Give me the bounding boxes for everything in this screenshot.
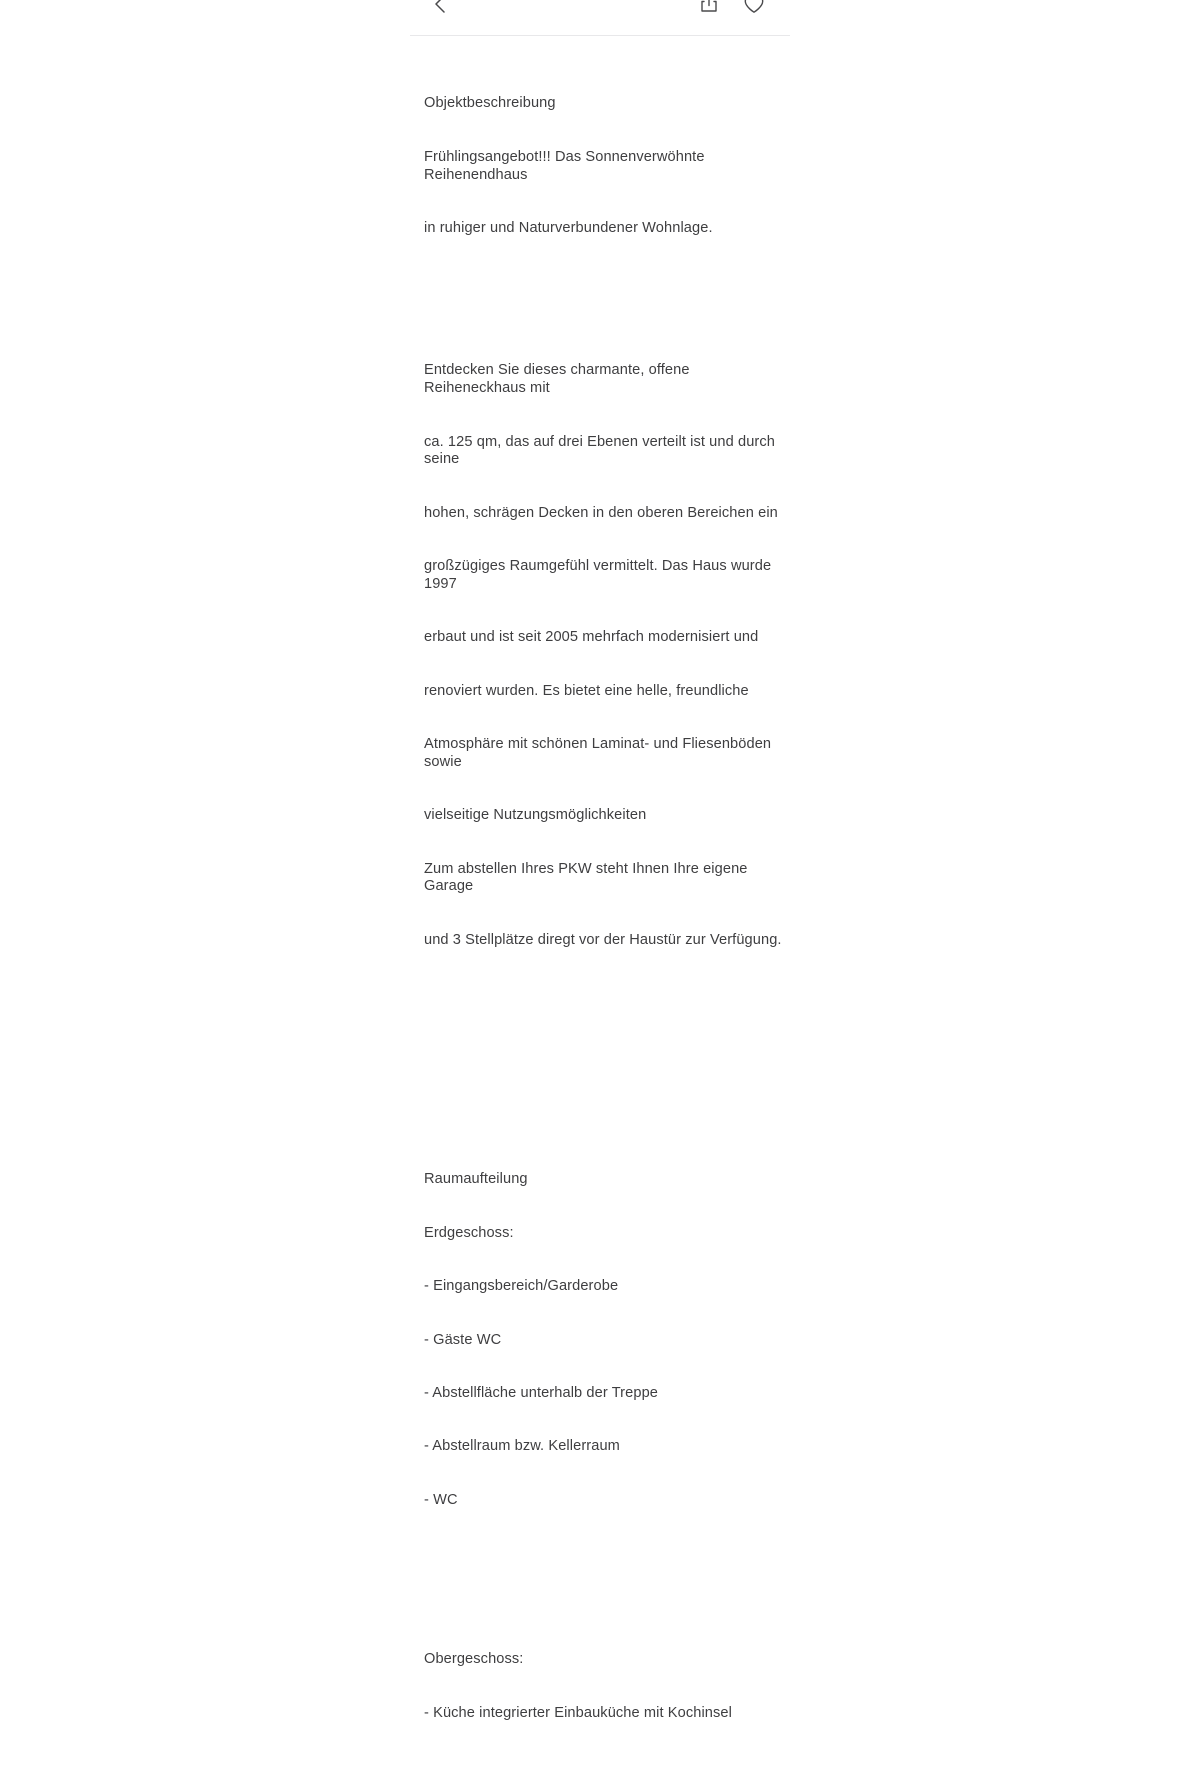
floor-gap — [424, 1563, 784, 1598]
ground-floor-room-5: - WC — [424, 1491, 458, 1508]
share-icon — [696, 0, 722, 16]
body-line-1: Entdecken Sie dieses charmante, offene Reiheneckhaus mit — [424, 362, 694, 397]
ground-floor-room-1: - Eingangsbereich/Garderobe — [424, 1278, 619, 1295]
ground-floor-room-2: - Gäste WC — [424, 1331, 502, 1348]
back-button[interactable] — [428, 0, 454, 17]
body-line-4: großzügiges Raumgefühl vermittelt. Das Haus wurde 1997 — [424, 558, 776, 592]
favorite-button[interactable] — [741, 0, 767, 17]
chevron-left-icon — [428, 0, 454, 17]
upper-floor-room-1: - Küche integrierter Einbauküche mit Kochinsel — [424, 1704, 732, 1721]
body-line-8: vielseitige Nutzungsmöglichkeiten — [424, 807, 647, 824]
intro-line-1: Frühlingsangebot!!! Das Sonnenverwöhnte Reihenendhaus — [424, 148, 709, 183]
description-body — [424, 42, 784, 1776]
heart-icon — [741, 0, 767, 17]
ground-floor-room-4: - Abstellraum bzw. Kellerraum — [424, 1438, 620, 1455]
upper-floor-label: Obergeschoss: — [424, 1651, 524, 1668]
section-gap — [424, 1003, 784, 1118]
body-line-5: erbaut und ist seit 2005 mehrfach modernisiert und — [424, 629, 759, 646]
body-line-10: und 3 Stellplätze diregt vor der Haustür zur Verfügung. — [424, 931, 782, 948]
description-heading: Objektbeschreibung — [424, 95, 556, 112]
body-line-2: ca. 125 qm, das auf drei Ebenen verteilt ist und durch seine — [424, 433, 780, 468]
body-line-3: hohen, schrägen Decken in den oberen Bereichen ein — [424, 504, 778, 521]
ground-floor-room-3: - Abstellfläche unterhalb der Treppe — [424, 1384, 658, 1401]
layout-heading: Raumaufteilung — [424, 1171, 528, 1188]
top-action-bar — [410, 0, 790, 35]
header-divider — [410, 35, 790, 36]
blank-line — [424, 291, 784, 309]
intro-line-2: in ruhiger und Naturverbundener Wohnlage. — [424, 219, 713, 236]
body-line-9: Zum abstellen Ihres PKW steht Ihnen Ihre eigene Garage — [424, 860, 752, 895]
body-line-7: Atmosphäre mit schönen Laminat- und Fliesenböden sowie — [424, 736, 776, 770]
share-button[interactable] — [696, 0, 722, 16]
body-line-6: renoviert wurden. Es bietet eine helle, freundliche — [424, 682, 749, 699]
ground-floor-label: Erdgeschoss: — [424, 1224, 514, 1241]
